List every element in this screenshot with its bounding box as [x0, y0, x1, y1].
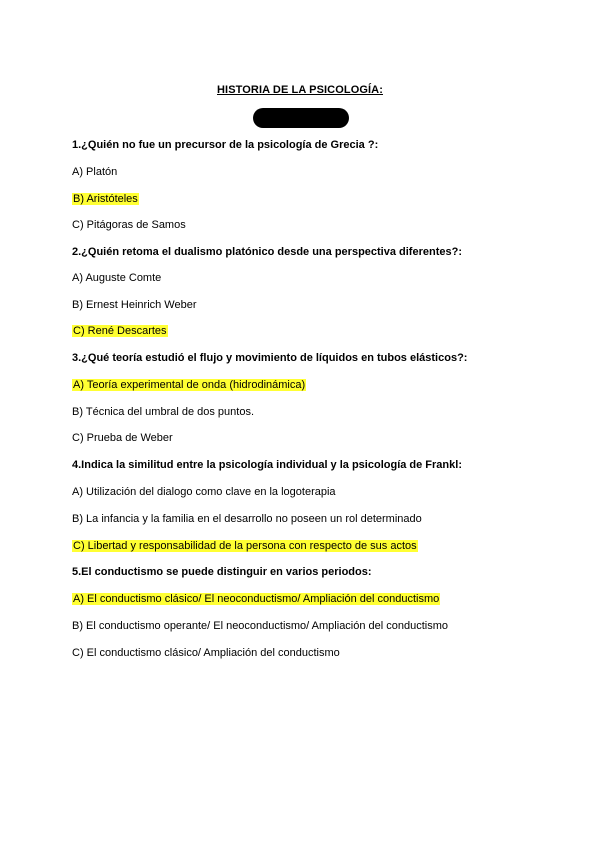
question-3-option-a: [72, 378, 306, 392]
question-5: 5.El conductismo se puede distinguir en varios periodos:: [72, 566, 372, 578]
question-5-option-a: [72, 592, 440, 606]
question-1: 1.¿Quién no fue un precursor de la psicología de Grecia ?:: [72, 139, 379, 151]
question-4-option-c: [72, 539, 418, 553]
question-2-option-a: A) Auguste Comte: [72, 272, 162, 284]
question-4: 4.Indica la similitud entre la psicología individual y la psicología de Frankl:: [72, 459, 462, 471]
question-5-option-b: B) El conductismo operante/ El neoconductismo/ Ampliación del conductismo: [72, 620, 449, 632]
redacted-name-block: [253, 108, 349, 128]
question-4-option-a: A) Utilización del dialogo como clave en la logoterapia: [72, 486, 336, 498]
highlighted-answer: A) Teoría experimental de onda (hidrodinámica): [73, 379, 306, 391]
question-3-option-c: C) Prueba de Weber: [72, 432, 173, 444]
highlighted-answer: C) René Descartes: [73, 325, 167, 337]
highlighted-answer: A) El conductismo clásico/ El neoconductismo/ Ampliación del conductismo: [73, 593, 440, 605]
document-title: HISTORIA DE LA PSICOLOGÍA:: [217, 84, 383, 96]
question-1-option-b: [72, 192, 139, 206]
question-1-option-c: C) Pitágoras de Samos: [72, 219, 186, 231]
highlighted-answer: C) Libertad y responsabilidad de la persona con respecto de sus actos: [73, 540, 417, 552]
question-3: 3.¿Qué teoría estudió el flujo y movimiento de líquidos en tubos elásticos?:: [72, 352, 468, 364]
question-2-option-b: B) Ernest Heinrich Weber: [72, 299, 197, 311]
question-3-option-b: B) Técnica del umbral de dos puntos.: [72, 406, 255, 418]
question-1-option-a: A) Platón: [72, 166, 118, 178]
question-2: 2.¿Quién retoma el dualismo platónico desde una perspectiva diferentes?:: [72, 246, 462, 258]
question-4-option-b: B) La infancia y la familia en el desarrollo no poseen un rol determinado: [72, 513, 422, 525]
question-5-option-c: C) El conductismo clásico/ Ampliación del conductismo: [72, 647, 340, 659]
highlighted-answer: B) Aristóteles: [73, 193, 138, 205]
question-2-option-c: [72, 324, 168, 338]
